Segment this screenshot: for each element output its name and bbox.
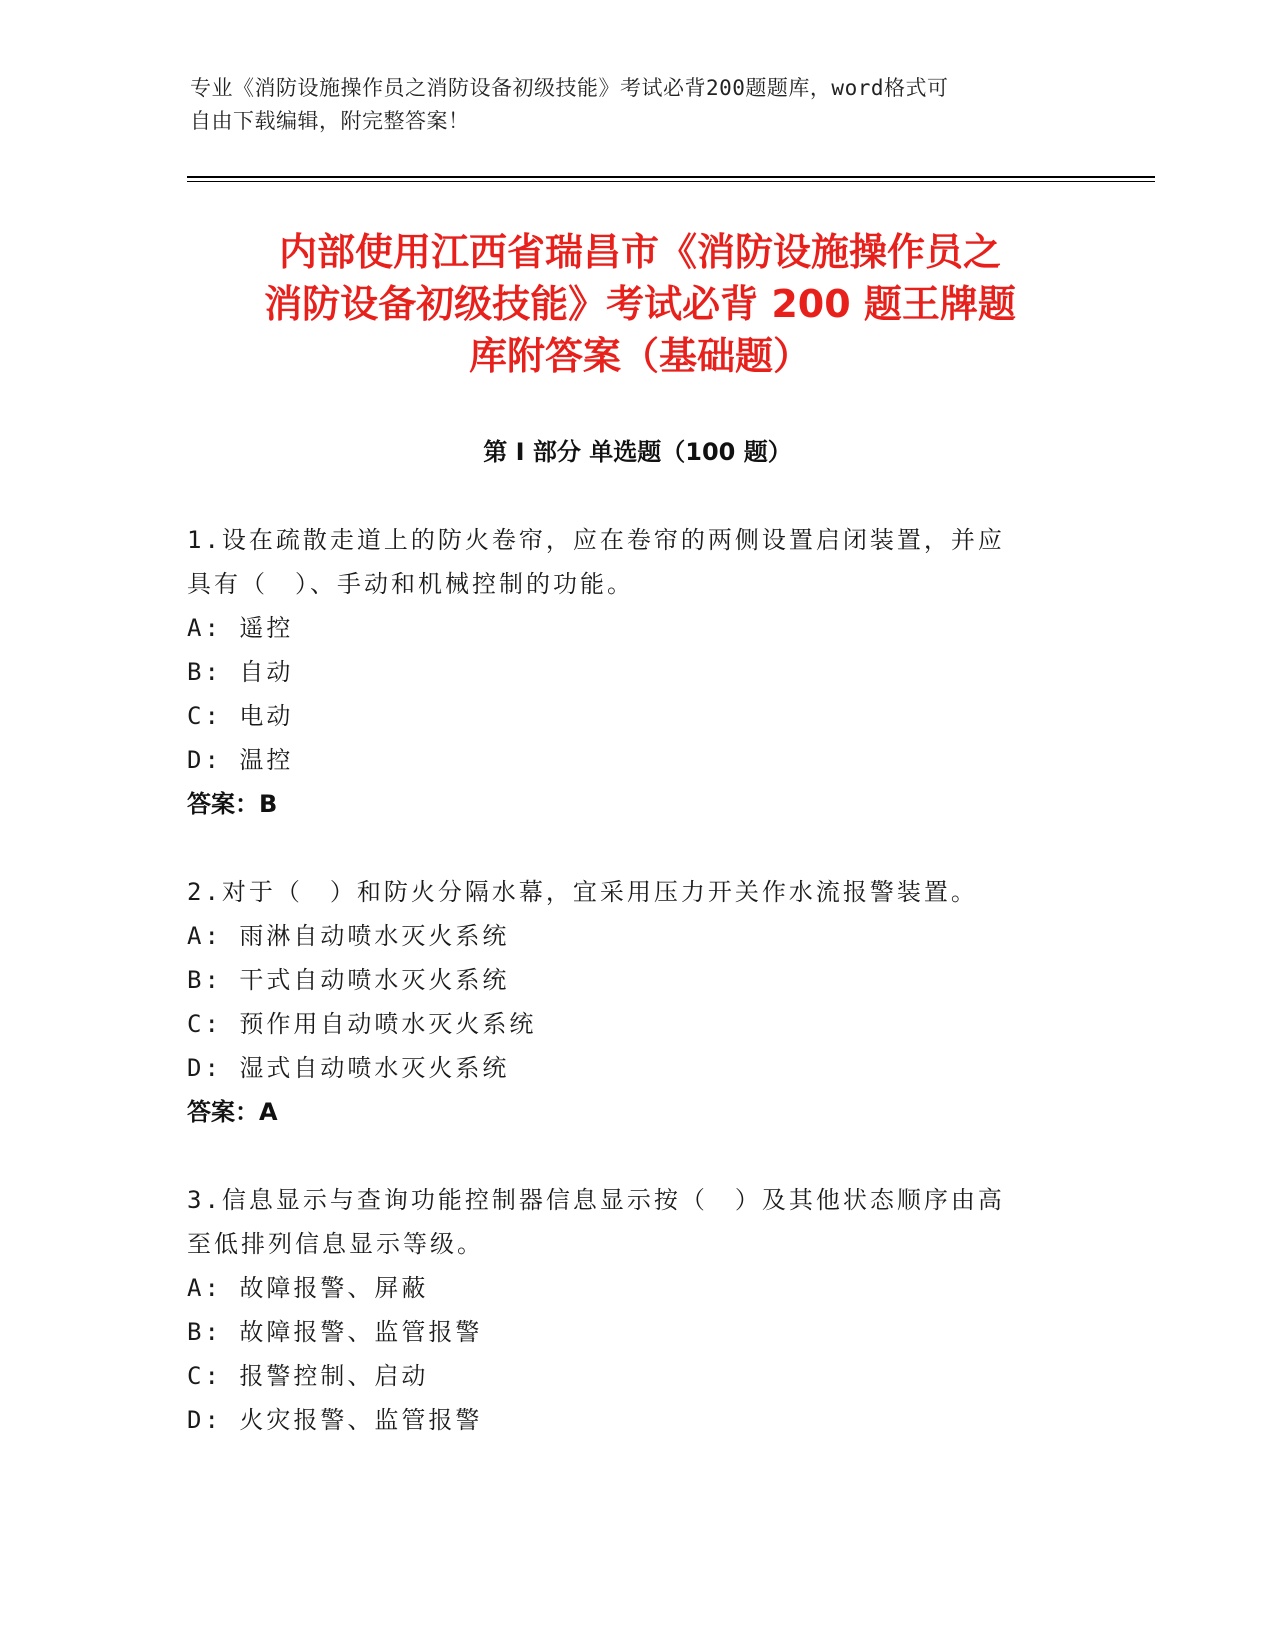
header-rule-thin [187,181,1155,182]
question-3-option-b: B: 故障报警、监管报警 [187,1318,483,1346]
document-title-line-1: 内部使用江西省瑞昌市《消防设施操作员之 [278,230,1001,274]
header-note-line-1: 专业《消防设施操作员之消防设备初级技能》考试必背200题题库，word格式可 [190,76,949,100]
document-title-line-2: 消防设备初级技能》考试必背 200 题王牌题 [264,282,1016,326]
question-3-option-a: A: 故障报警、屏蔽 [187,1274,429,1302]
question-2-option-a: A: 雨淋自动喷水灭火系统 [187,922,510,950]
question-1-stem-line-1: 1.设在疏散走道上的防火卷帘，应在卷帘的两侧设置启闭装置，并应 [187,526,1005,554]
header-rule-thick [187,176,1155,178]
question-2-option-b: B: 干式自动喷水灭火系统 [187,966,510,994]
question-1-option-b: B: 自动 [187,658,294,686]
document-title-line-3: 库附答案（基础题） [468,334,811,378]
question-3-option-d: D: 火灾报警、监管报警 [187,1406,483,1434]
question-3-stem-line-1: 3.信息显示与查询功能控制器信息显示按（ ）及其他状态顺序由高 [187,1186,1005,1214]
question-1-stem-line-2: 具有（ ）、手动和机械控制的功能。 [187,570,634,598]
document-title [160,226,1120,382]
header-note-line-2: 自由下载编辑，附完整答案！ [190,109,470,133]
question-1-answer: 答案：B [187,790,278,818]
question-1-option-d: D: 温控 [187,746,294,774]
header-note [190,72,1090,138]
question-3-stem-line-2: 至低排列信息显示等级。 [187,1230,484,1258]
question-2-option-d: D: 湿式自动喷水灭火系统 [187,1054,510,1082]
question-2-stem-line-1: 2.对于（ ）和防火分隔水幕，宜采用压力开关作水流报警装置。 [187,878,978,906]
question-1-option-c: C: 电动 [187,702,294,730]
question-3-option-c: C: 报警控制、启动 [187,1362,429,1390]
question-2-option-c: C: 预作用自动喷水灭火系统 [187,1010,537,1038]
question-2-answer: 答案：A [187,1098,278,1126]
section-title: 第 I 部分 单选题（100 题） [483,438,792,466]
question-1-option-a: A: 遥控 [187,614,294,642]
